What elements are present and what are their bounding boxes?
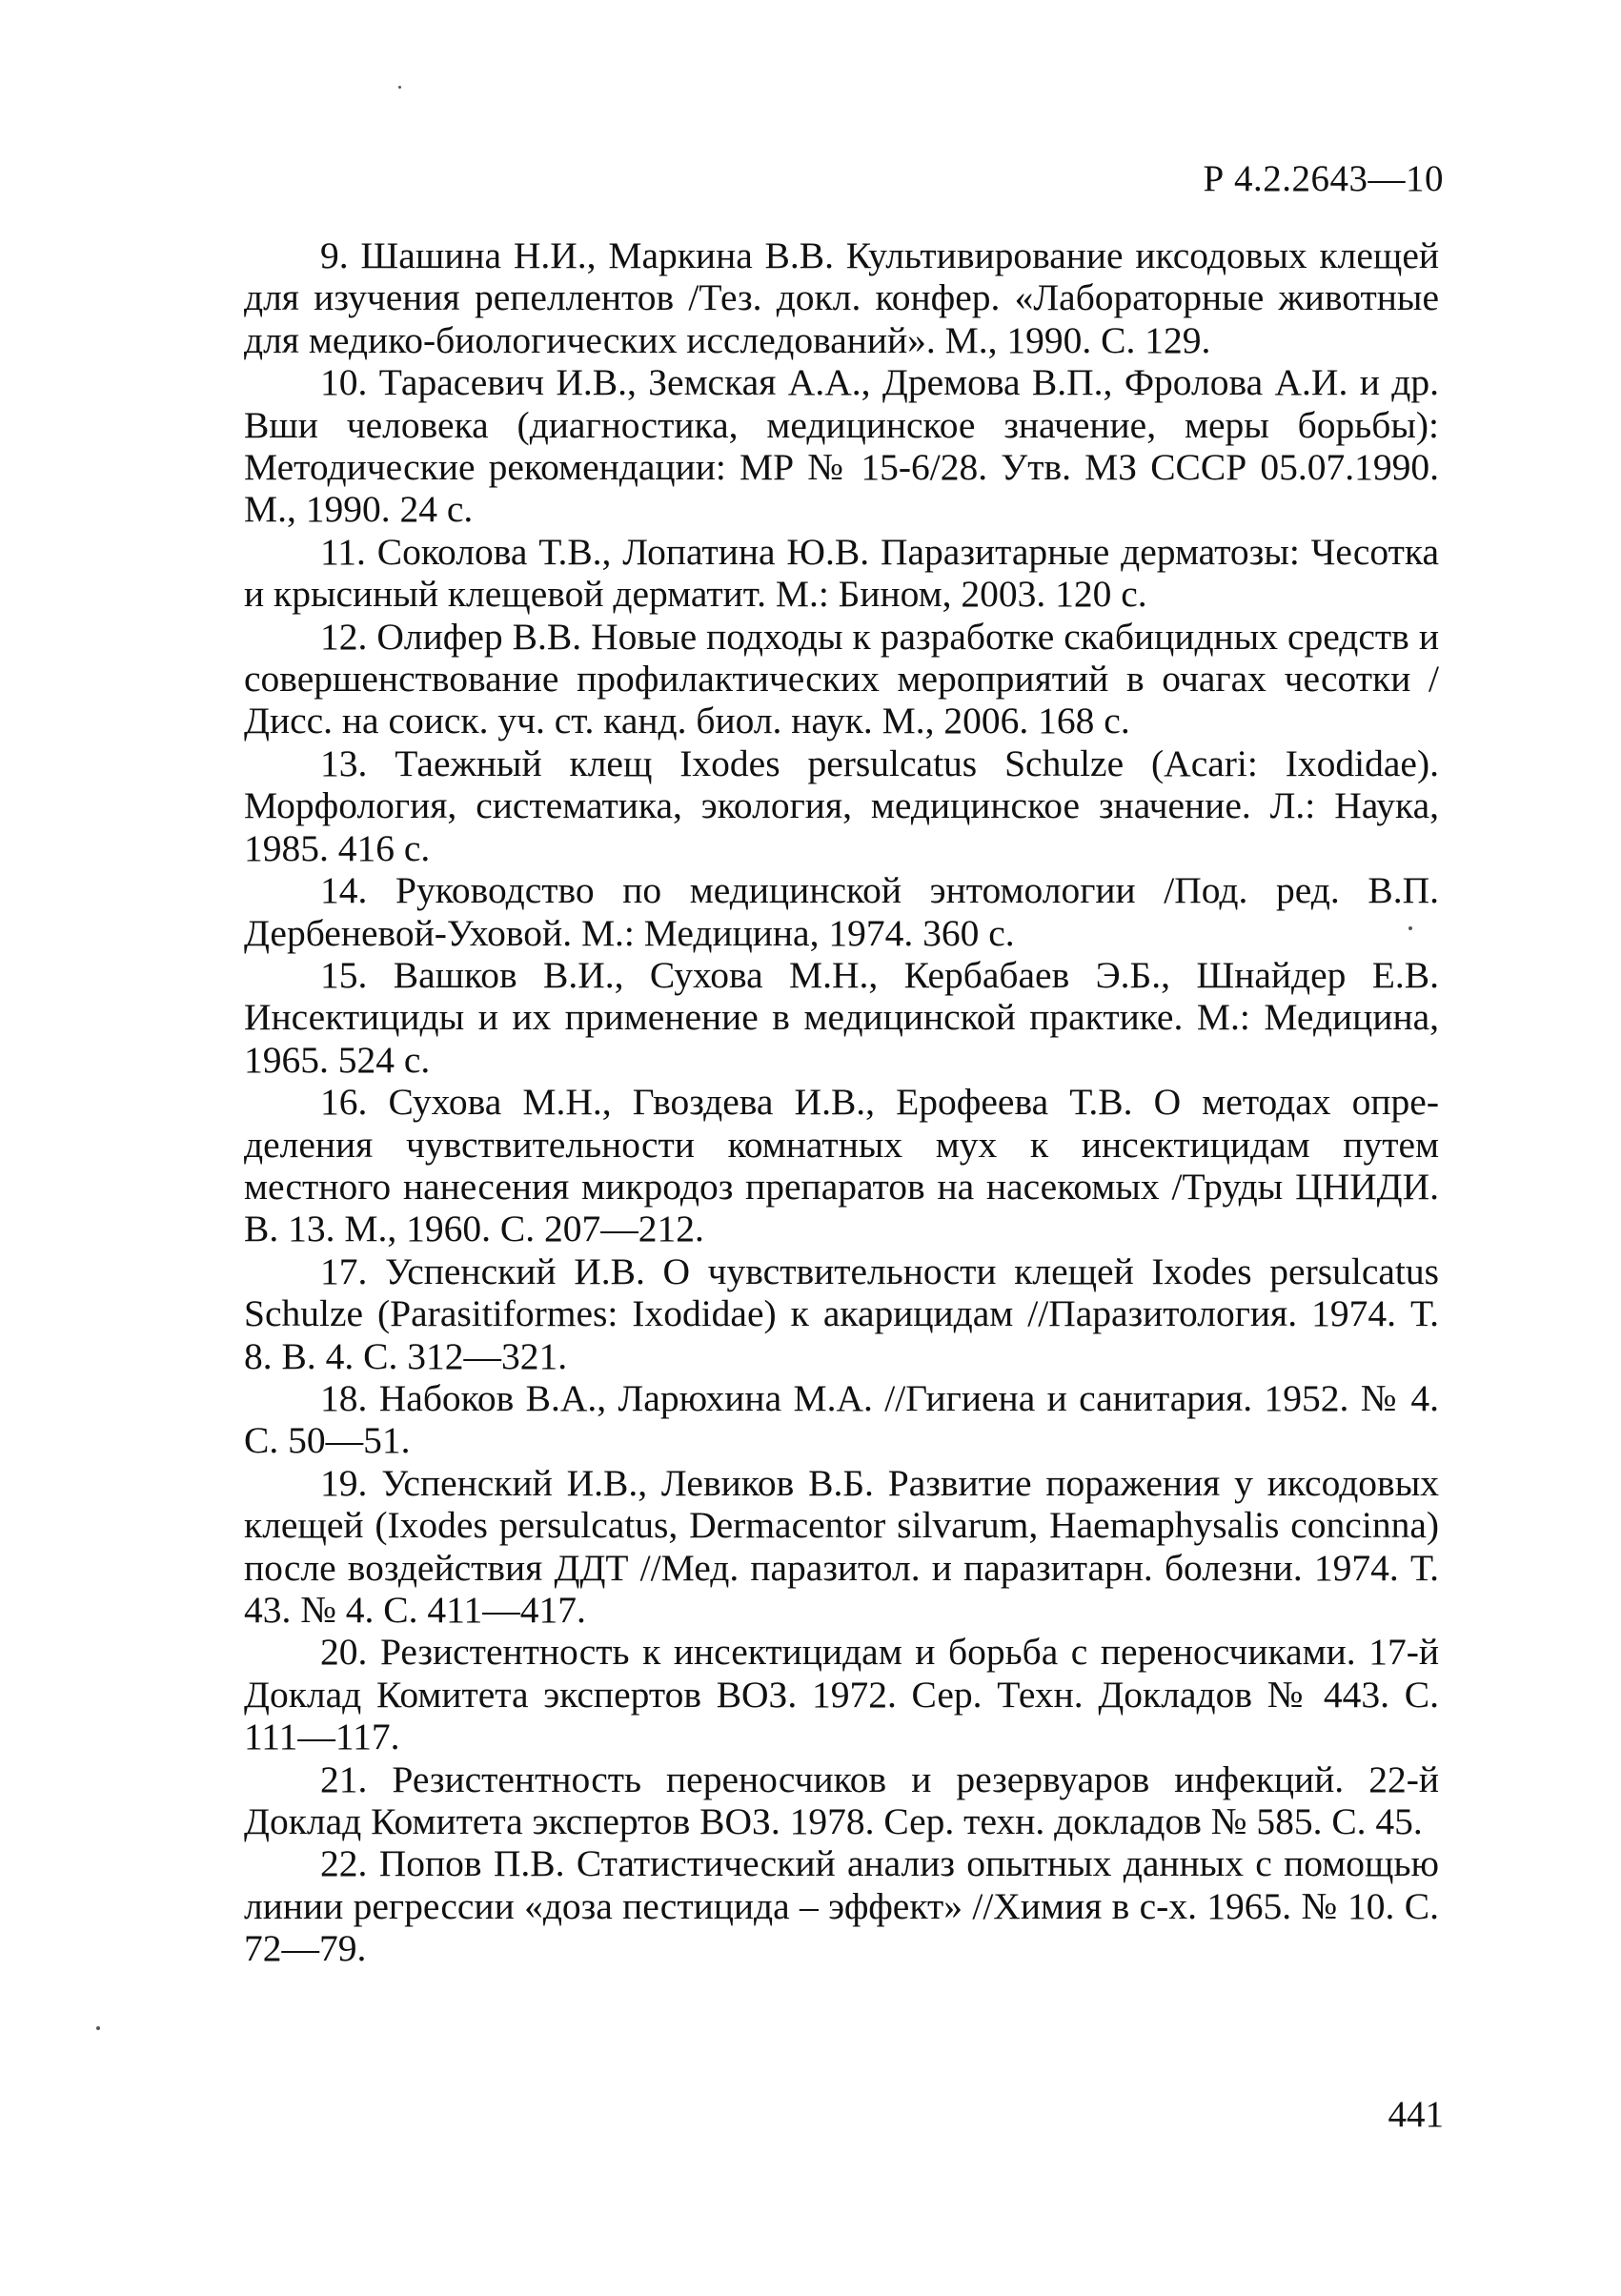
reference-item: 16. Сухова М.Н., Гвоздева И.В., Ерофеева Т.В. О методах определения чувствительности комнатных мух к инсектицидам путем местного нанесения микродоз препаратов на насекомых /Труды ЦНИДИ. В. 13. М., 1960. С. 207—212. bbox=[244, 1081, 1439, 1250]
reference-item: 11. Соколова Т.В., Лопатина Ю.В. Паразитарные дерматозы: Чесотка и крысиный клещевой дерматит. М.: Бином, 2003. 120 с. bbox=[244, 530, 1439, 616]
reference-item: 14. Руководство по медицинской энтомологии /Под. ред. В.П. Дербеневой-Уховой. М.: Медицина, 1974. 360 с. bbox=[244, 869, 1439, 954]
reference-item: 19. Успенский И.В., Левиков В.Б. Развитие поражения у иксодовых клещей (Ixodes persulcatus, Dermacentor silvarum, Haemaphysalis concinna) после воздействия ДДТ //Мед. паразитол. и паразитарн. болезни. 1974. Т. 43. № 4. С. 411—417. bbox=[244, 1461, 1439, 1631]
reference-item: 20. Резистентность к инсектицидам и борьба с переносчиками. 17-й Доклад Комитета экспертов ВОЗ. 1972. Сер. Техн. Докладов № 443. С. 111—117. bbox=[244, 1631, 1439, 1758]
running-head-document-code: Р 4.2.2643—10 bbox=[1203, 158, 1444, 199]
reference-item: 17. Успенский И.В. О чувствительности клещей Ixodes persulcatus Schulze (Parasitiformes: Ixodidae) к акарицидам //Паразитология. 1974. Т. 8. В. 4. С. 312—321. bbox=[244, 1250, 1439, 1377]
reference-item: 15. Вашков В.И., Сухова М.Н., Кербабаев Э.Б., Шнайдер Е.В. Инсектициды и их применение в медицинской практике. М.: Медицина, 1965. 524 с. bbox=[244, 953, 1439, 1081]
scan-speck bbox=[1408, 926, 1412, 930]
reference-item: 12. Олифер В.В. Новые подходы к разработке скабицидных средств и совершенствование профилактических мероприятий в очагах чесотки /Дисс. на соиск. уч. ст. канд. биол. наук. М., 2006. 168 с. bbox=[244, 615, 1439, 742]
scan-speck bbox=[398, 86, 401, 89]
reference-item: 22. Попов П.В. Статистический анализ опытных данных с помощью линии регрессии «доза пестицида – эффект» //Химия в с-х. 1965. № 10. С. 72—79. bbox=[244, 1842, 1439, 1970]
page-number: 441 bbox=[1388, 2094, 1444, 2135]
scan-speck bbox=[96, 2026, 100, 2030]
reference-item: 18. Набоков В.А., Ларюхина М.А. //Гигиена и санитария. 1952. № 4. С. 50—51. bbox=[244, 1376, 1439, 1462]
reference-item: 13. Таежный клещ Ixodes persulcatus Schulze (Acari: Ixodidae). Морфология, систематика, экология, медицинское значение. Л.: Наука, 1985. 416 с. bbox=[244, 742, 1439, 869]
reference-list bbox=[244, 234, 1439, 1970]
reference-item: 10. Тарасевич И.В., Земская А.А., Дремова В.П., Фролова А.И. и др. Вши человека (диагностика, медицинское значение, меры борьбы): Методические рекомендации: МР № 15-6/28. Утв. МЗ СССР 05.07.1990. М., 1990. 24 с. bbox=[244, 361, 1439, 531]
reference-item: 9. Шашина Н.И., Маркина В.В. Культивирование иксодовых клещей для изучения репеллентов /Тез. докл. конфер. «Лабораторные животные для медико-биологических исследований». М., 1990. С. 129. bbox=[244, 234, 1439, 361]
reference-item: 21. Резистентность переносчиков и резервуаров инфекций. 22-й Доклад Комитета экспертов ВОЗ. 1978. Сер. техн. докладов № 585. С. 45. bbox=[244, 1758, 1439, 1843]
